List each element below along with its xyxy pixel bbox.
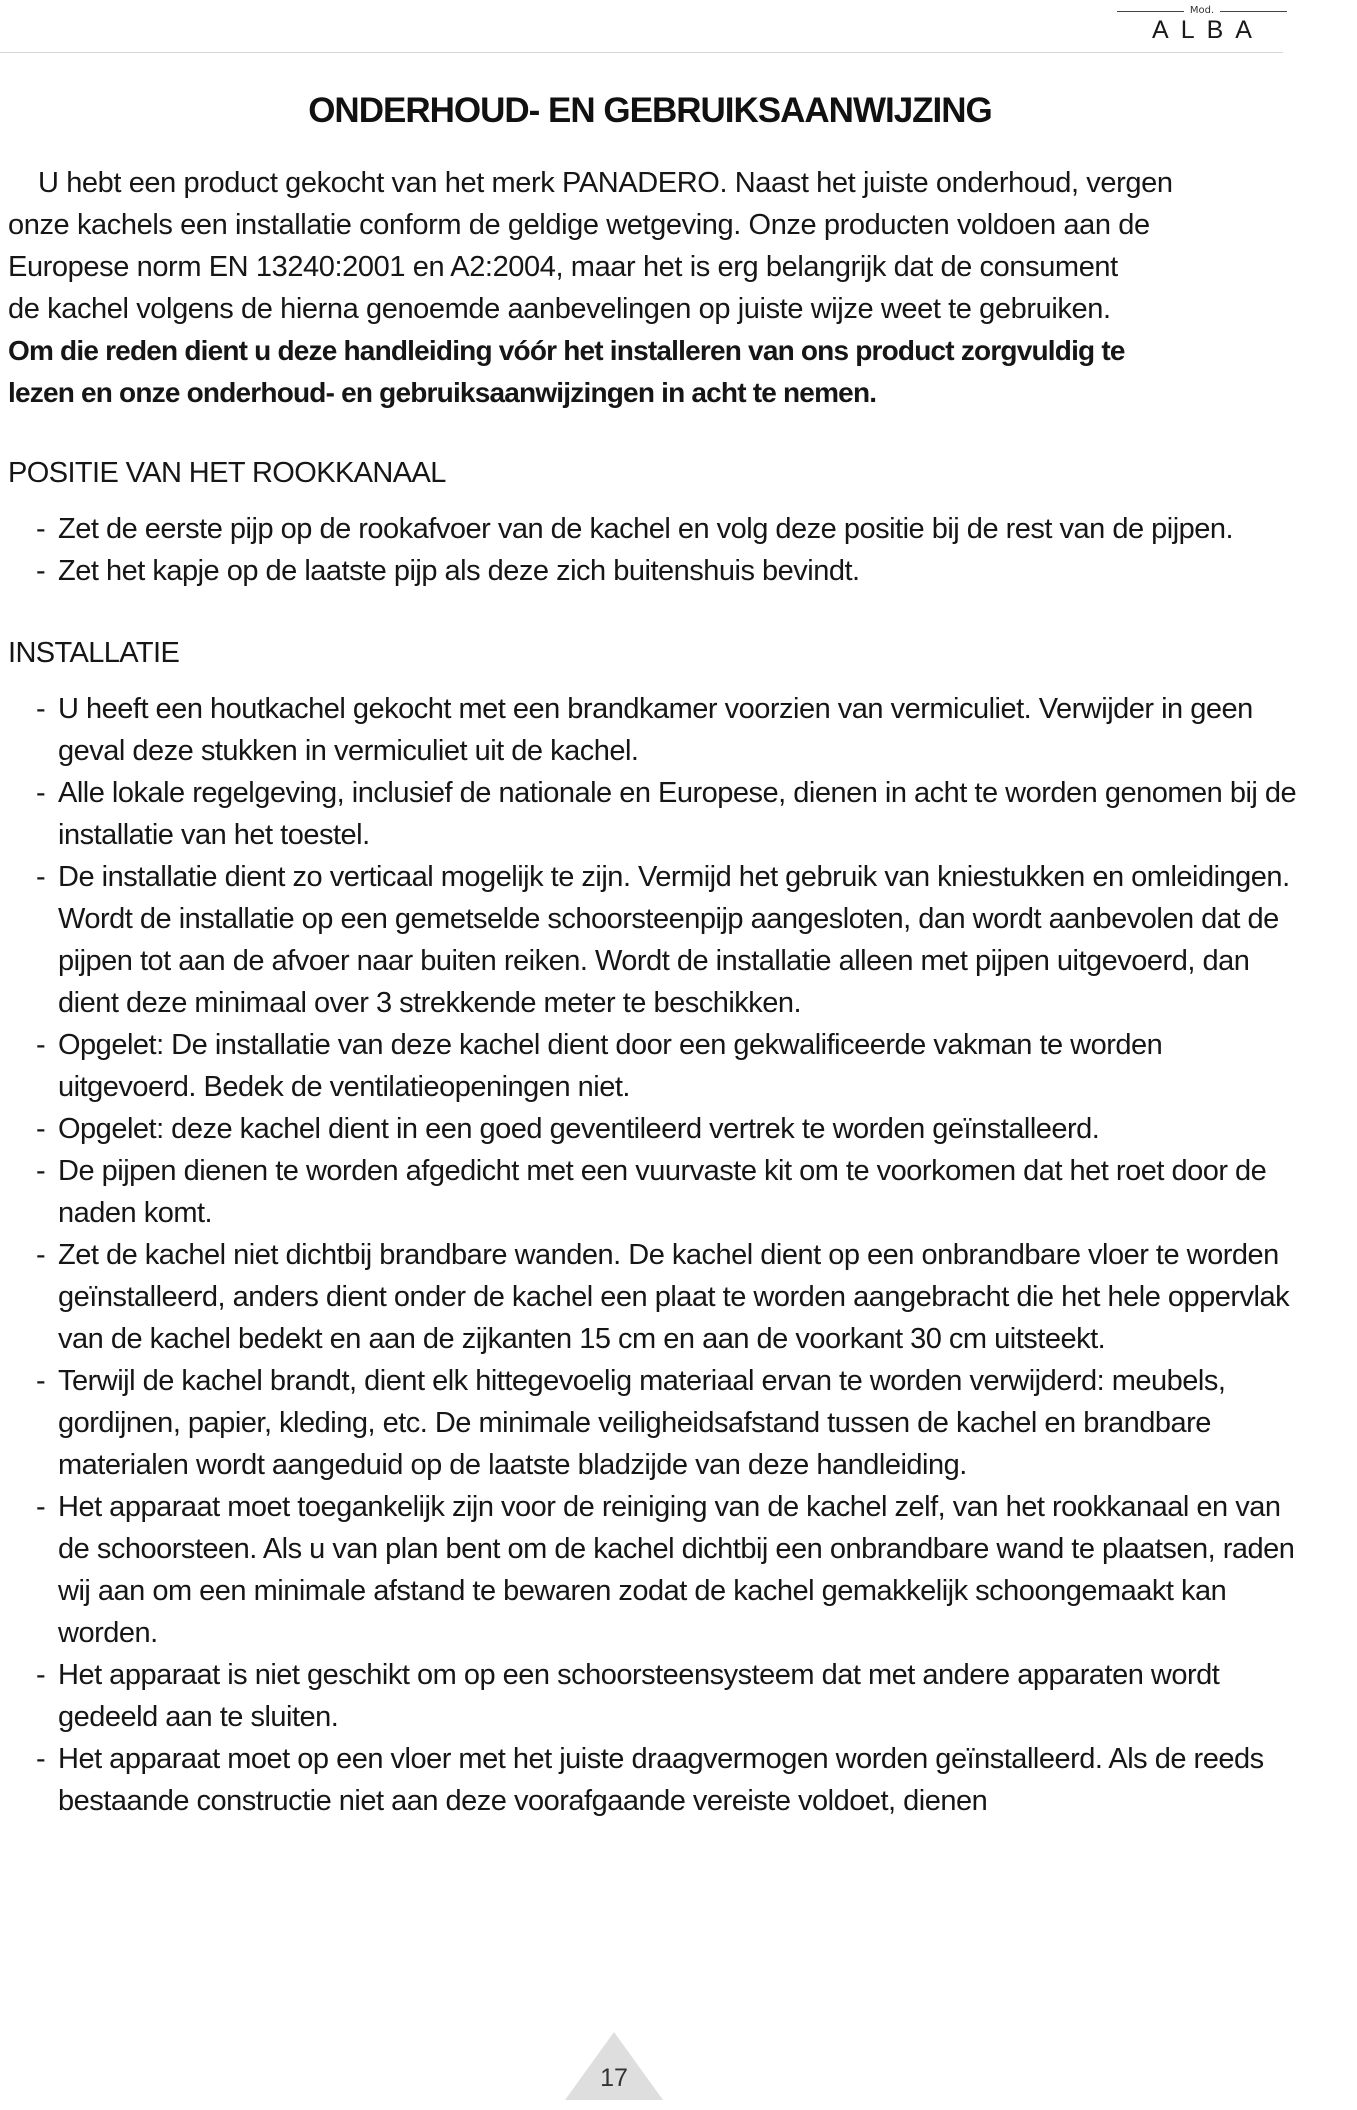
brand-rule-right (1220, 11, 1287, 12)
list-item-text: Het apparaat moet op een vloer met het juiste draagvermogen worden geïnstalleerd. Als de reeds bestaande constructie niet aan deze voorafgaande vereiste voldoet, dienen (58, 1743, 1264, 1817)
list-item-text: Terwijl de kachel brandt, dient elk hittegevoelig materiaal ervan te worden verwijderd: meubels, gordijnen, papier, kleding, etc. De minimale veiligheidsafstand tussen de kachel en brandbare materialen wordt aangeduid op de laatste bladzijde van deze handleiding. (58, 1365, 1226, 1481)
bullet-dash: - (36, 1743, 46, 1775)
list-item (8, 1150, 1298, 1234)
page-number: 17 (600, 2064, 628, 2092)
intro-line: de kachel volgens de hierna genoemde aanbevelingen op juiste wijze weet te gebruiken. (8, 293, 1111, 325)
list-item (8, 508, 1298, 550)
position-list (8, 508, 1348, 592)
brand-logo (1117, 4, 1287, 43)
intro-line: onze kachels een installatie conform de geldige wetgeving. Onze producten voldoen aan de (8, 209, 1150, 241)
list-item (8, 856, 1298, 1024)
bullet-dash: - (36, 555, 46, 587)
bullet-dash: - (36, 1659, 46, 1691)
bullet-dash: - (36, 513, 46, 545)
brand-mod-label: Mod. (1189, 5, 1215, 16)
bullet-dash: - (36, 777, 46, 809)
list-item (8, 772, 1298, 856)
bullet-dash: - (36, 1239, 46, 1271)
bullet-dash: - (36, 861, 46, 893)
list-item-text: Alle lokale regelgeving, inclusief de nationale en Europese, dienen in acht te worden genomen bij de installatie van het toestel. (58, 777, 1297, 851)
installation-list (8, 688, 1348, 1822)
list-item (8, 1738, 1298, 1822)
intro-line: Europese norm EN 13240:2001 en A2:2004, maar het is erg belangrijk dat de consument (8, 251, 1118, 283)
intro-emphasis-line: lezen en onze onderhoud- en gebruiksaanwijzingen in acht te nemen. (8, 377, 877, 408)
list-item-text: Opgelet: deze kachel dient in een goed geventileerd vertrek te worden geïnstalleerd. (58, 1113, 1100, 1145)
list-item-text: De pijpen dienen te worden afgedicht met een vuurvaste kit om te voorkomen dat het roet door de naden komt. (58, 1155, 1267, 1229)
list-item-text: U heeft een houtkachel gekocht met een brandkamer voorzien van vermiculiet. Verwijder in geen geval deze stukken in vermiculiet uit de kachel. (58, 693, 1253, 767)
list-item (8, 1486, 1298, 1654)
list-item-text: Opgelet: De installatie van deze kachel dient door een gekwalificeerde vakman te worden uitgevoerd. Bedek de ventilatieopeningen niet. (58, 1029, 1163, 1103)
bullet-dash: - (36, 1029, 46, 1061)
page-number-badge (563, 2030, 665, 2100)
bullet-dash: - (36, 1113, 46, 1145)
section-heading-installation: INSTALLATIE (8, 637, 180, 669)
list-item-text: Het apparaat is niet geschikt om op een schoorsteensysteem dat met andere apparaten wordt gedeeld aan te sluiten. (58, 1659, 1220, 1733)
list-item (8, 1654, 1298, 1738)
brand-rule-left (1117, 11, 1184, 12)
page-title: ONDERHOUD- EN GEBRUIKSAANWIJZING (308, 91, 992, 131)
list-item (8, 1108, 1298, 1150)
list-item-text: De installatie dient zo verticaal mogelijk te zijn. Vermijd het gebruik van kniestukken en omleidingen. Wordt de installatie op een gemetselde schoorsteenpijp aangesloten, dan wordt aanbevolen dat de pijpen tot aan de afvoer naar buiten reiken. Wordt de installatie alleen met pijpen uitgevoerd, dan dient deze minimaal over 3 strekkende meter te beschikken. (58, 861, 1290, 1019)
list-item (8, 1234, 1298, 1360)
bullet-dash: - (36, 1491, 46, 1523)
list-item (8, 1024, 1298, 1108)
list-item-text: Het apparaat moet toegankelijk zijn voor de reiniging van de kachel zelf, van het rookkanaal en van de schoorsteen. Als u van plan bent om de kachel dichtbij een onbrandbare wand te plaatsen, raden wij aan om een minimale afstand te bewaren zodat de kachel gemakkelijk schoongemaakt kan worden. (58, 1491, 1295, 1649)
brand-name: ALBA (1152, 16, 1264, 44)
bullet-dash: - (36, 1365, 46, 1397)
bullet-dash: - (36, 693, 46, 725)
list-item (8, 550, 1298, 592)
intro-line: U hebt een product gekocht van het merk PANADERO. Naast het juiste onderhoud, vergen (38, 167, 1173, 199)
section-heading-position: POSITIE VAN HET ROOKKANAAL (8, 457, 446, 489)
bullet-dash: - (36, 1155, 46, 1187)
list-item-text: Zet de eerste pijp op de rookafvoer van de kachel en volg deze positie bij de rest van de pijpen. (58, 513, 1234, 545)
list-item-text: Zet de kachel niet dichtbij brandbare wanden. De kachel dient op een onbrandbare vloer te worden geïnstalleerd, anders dient onder de kachel een plaat te worden aangebracht die het hele oppervlak van de kachel bedekt en aan de zijkanten 15 cm en aan de voorkant 30 cm uitsteekt. (58, 1239, 1290, 1355)
list-item (8, 1360, 1298, 1486)
list-item-text: Zet het kapje op de laatste pijp als deze zich buitenshuis bevindt. (58, 555, 860, 587)
intro-emphasis-line: Om die reden dient u deze handleiding vóór het installeren van ons product zorgvuldig te (8, 335, 1125, 366)
page-content (8, 162, 1348, 1822)
header-divider (0, 52, 1283, 53)
list-item (8, 688, 1298, 772)
intro-paragraph (8, 162, 1348, 414)
